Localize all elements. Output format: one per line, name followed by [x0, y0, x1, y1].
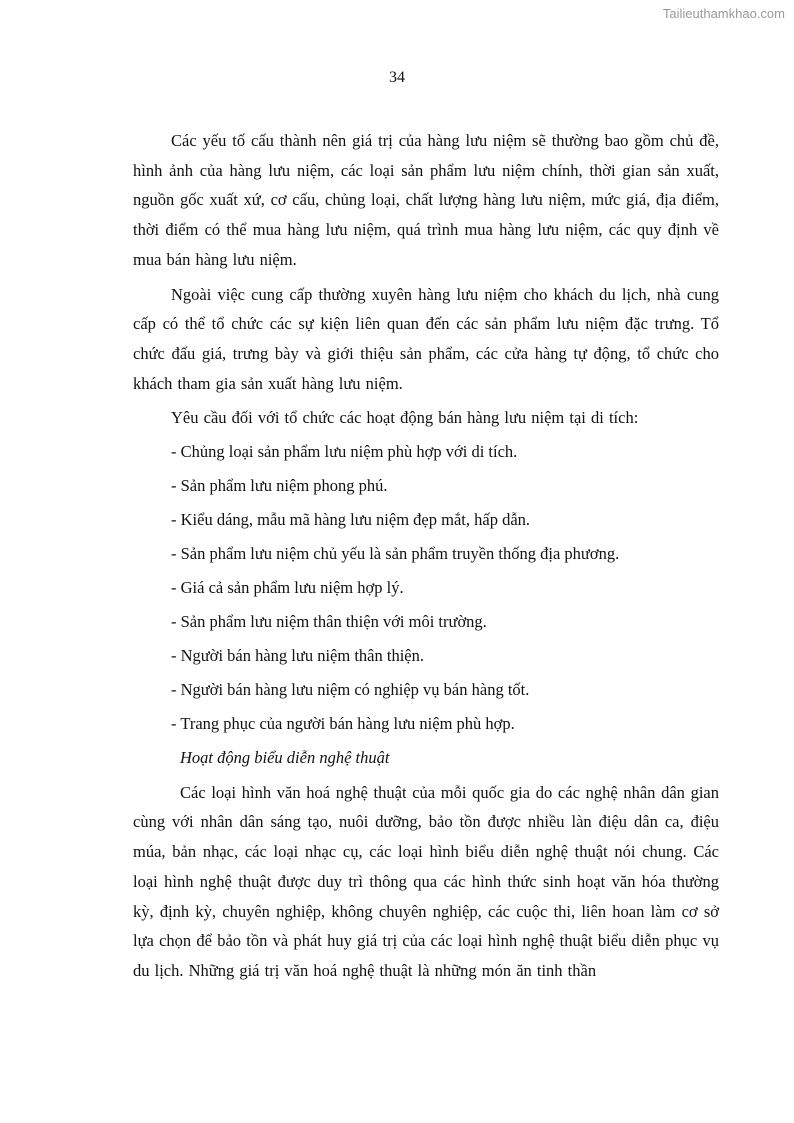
list-item: - Người bán hàng lưu niệm thân thiện.: [171, 646, 424, 666]
list-item: - Sản phẩm lưu niệm thân thiện với môi trường.: [171, 612, 487, 632]
list-item: - Trang phục của người bán hàng lưu niệm phù hợp.: [171, 714, 515, 734]
paragraph-requirements-intro: Yêu cầu đối với tổ chức các hoạt động bán hàng lưu niệm tại di tích:: [171, 408, 639, 428]
watermark: Tailieuthamkhao.com: [662, 6, 785, 21]
list-item: - Kiểu dáng, mẫu mã hàng lưu niệm đẹp mắt, hấp dẫn.: [171, 510, 531, 530]
list-item: - Sản phẩm lưu niệm phong phú.: [171, 476, 388, 496]
page-number: 34: [389, 69, 405, 86]
list-item: - Người bán hàng lưu niệm có nghiệp vụ bán hàng tốt.: [171, 680, 530, 700]
list-item: - Giá cả sản phẩm lưu niệm hợp lý.: [171, 578, 404, 598]
list-item: - Chủng loại sản phẩm lưu niệm phù hợp với di tích.: [171, 442, 518, 462]
requirements-list: [133, 437, 719, 739]
section-heading: Hoạt động biểu diễn nghệ thuật: [180, 748, 390, 768]
list-item: - Sản phẩm lưu niệm chủ yếu là sản phẩm truyền thống địa phương.: [171, 544, 620, 564]
paragraph-souvenir-events: Ngoài việc cung cấp thường xuyên hàng lưu niệm cho khách du lịch, nhà cung cấp có thể tổ chức các sự kiện liên quan đến các sản phẩm lưu niệm đặc trưng. Tổ chức đấu giá, trưng bày và giới thiệu sản phẩm, các cửa hàng tự động, tổ chức cho khách tham gia sản xuất hàng lưu niệm.: [133, 284, 719, 393]
page-body: [133, 126, 719, 986]
paragraph-performing-arts: Các loại hình văn hoá nghệ thuật của mỗi quốc gia do các nghệ nhân dân gian cùng với nhân dân sáng tạo, nuôi dưỡng, bảo tồn được nhiều làn điệu dân ca, điệu múa, bản nhạc, các loại nhạc cụ, các loại hình biểu diễn nghệ thuật nói chung. Các loại hình nghệ thuật được duy trì thông qua các hình thức sinh hoạt văn hóa thường kỳ, định kỳ, chuyên nghiệp, không chuyên nghiệp, các cuộc thi, liên hoan làm cơ sở lựa chọn để bảo tồn và phát huy giá trị của các loại hình nghệ thuật biểu diễn phục vụ du lịch. Những giá trị văn hoá nghệ thuật là những món ăn tinh thần: [133, 782, 719, 980]
paragraph-souvenir-value: Các yếu tố cấu thành nên giá trị của hàng lưu niệm sẽ thường bao gồm chủ đề, hình ảnh của hàng lưu niệm, các loại sản phẩm lưu niệm chính, thời gian sản xuất, nguồn gốc xuất xứ, cơ cấu, chủng loại, chất lượng hàng lưu niệm, mức giá, địa điểm, thời điểm có thể mua hàng lưu niệm, quá trình mua hàng lưu niệm, các quy định về mua bán hàng lưu niệm.: [133, 131, 719, 269]
